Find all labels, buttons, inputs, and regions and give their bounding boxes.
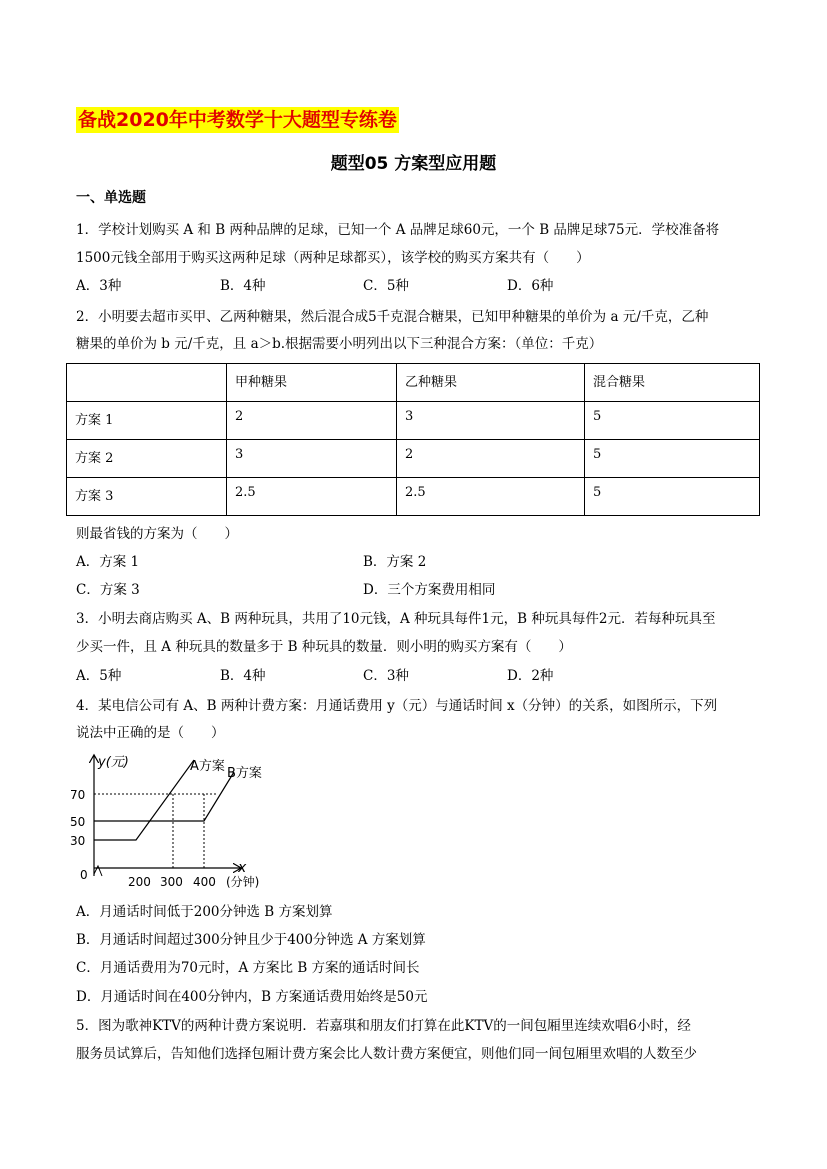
table-header-cell <box>67 364 227 402</box>
table-cell: 2.5 <box>397 478 585 516</box>
q3-line1: 3．小明去商店购买 A、B 两种玩具，共用了10元钱，A 种玩具每件1元，B 种玩具每件2元．若每种玩具至 <box>76 611 716 627</box>
q5-line1: 5．图为歌神KTV的两种计费方案说明．若嘉琪和朋友们打算在此KTV的一间包厢里连续欢唱6小时，经 <box>76 1018 691 1034</box>
billing-graph <box>70 748 300 894</box>
q4-option-b: B．月通话时间超过300分钟且少于400分钟选 A 方案划算 <box>76 932 426 948</box>
table-header-cell: 甲种糖果 <box>227 364 397 402</box>
plan-a-label: A方案 <box>190 759 225 774</box>
table-row <box>67 478 760 516</box>
x-tick-300: 300 <box>160 875 183 889</box>
table-cell: 3 <box>227 440 397 478</box>
table-cell: 5 <box>585 440 760 478</box>
q1-option-d: D．6种 <box>507 278 554 294</box>
table-row <box>67 402 760 440</box>
q1-option-c: C．5种 <box>363 278 409 294</box>
table-cell: 2.5 <box>227 478 397 516</box>
q3-option-a: A．5种 <box>76 668 122 684</box>
plan-table <box>66 363 760 516</box>
q2-line1: 2．小明要去超市买甲、乙两种糖果，然后混合成5千克混合糖果，已知甲种糖果的单价为 a 元/千克，乙种 <box>76 309 709 325</box>
table-cell: 方案 3 <box>67 478 227 516</box>
q1-line2: 1500元钱全部用于购买这两种足球（两种足球都买），该学校的购买方案共有（ ） <box>76 250 590 266</box>
table-row <box>67 440 760 478</box>
table-header-cell: 混合糖果 <box>585 364 760 402</box>
plan-a-line <box>94 760 194 840</box>
y-tick-50: 50 <box>70 815 86 829</box>
plan-b-line <box>94 772 234 821</box>
q2-option-b: B．方案 2 <box>363 554 427 570</box>
q2-option-d: D．三个方案费用相同 <box>363 582 496 598</box>
q4-option-d: D．月通话时间在400分钟内，B 方案通话费用始终是50元 <box>76 989 428 1005</box>
section-heading: 一、单选题 <box>76 190 146 206</box>
q5-line2: 服务员试算后，告知他们选择包厢计费方案会比人数计费方案便宜，则他们同一间包厢里欢唱的人数至少 <box>76 1046 697 1062</box>
q3-option-c: C．3种 <box>363 668 409 684</box>
table-header-cell: 乙种糖果 <box>397 364 585 402</box>
table-cell: 方案 2 <box>67 440 227 478</box>
q4-option-a: A．月通话时间低于200分钟选 B 方案划算 <box>76 904 333 920</box>
x-axis-label: x <box>238 860 247 876</box>
table-cell: 3 <box>397 402 585 440</box>
q4-option-c: C．月通话费用为70元时，A 方案比 B 方案的通话时间长 <box>76 960 420 976</box>
q1-line1: 1．学校计划购买 A 和 B 两种品牌的足球，已知一个 A 品牌足球60元，一个 B 品牌足球75元．学校准备将 <box>76 222 720 238</box>
table-header-row <box>67 364 760 402</box>
y-tick-70: 70 <box>70 788 86 802</box>
q2-option-a: A．方案 1 <box>76 554 140 570</box>
q4-line2: 说法中正确的是（ ） <box>76 725 225 741</box>
q2-line3: 则最省钱的方案为（ ） <box>76 526 238 542</box>
q3-option-b: B．4种 <box>220 668 266 684</box>
q1-option-b: B．4种 <box>220 278 266 294</box>
table-cell: 5 <box>585 478 760 516</box>
q3-option-d: D．2种 <box>507 668 554 684</box>
table-cell: 2 <box>227 402 397 440</box>
plan-b-label: B方案 <box>227 766 262 781</box>
q4-line1: 4．某电信公司有 A、B 两种计费方案：月通话费用 y（元）与通话时间 x（分钟）的关系，如图所示，下列 <box>76 698 718 714</box>
y-axis-label: y(元) <box>98 755 129 770</box>
q1-option-a: A．3种 <box>76 278 122 294</box>
x-axis-unit: (分钟) <box>226 875 260 889</box>
x-tick-200: 200 <box>128 875 151 889</box>
x-tick-400: 400 <box>193 875 216 889</box>
q2-option-c: C．方案 3 <box>76 582 140 598</box>
page-title: 题型05 方案型应用题 <box>330 154 497 174</box>
origin-label: 0 <box>80 868 88 882</box>
table-cell: 5 <box>585 402 760 440</box>
exam-banner: 备战2020年中考数学十大题型专练卷 <box>78 109 397 131</box>
q2-line2: 糖果的单价为 b 元/千克，且 a＞b.根据需要小明列出以下三种混合方案：（单位：千克） <box>76 336 603 352</box>
table-cell: 方案 1 <box>67 402 227 440</box>
table-cell: 2 <box>397 440 585 478</box>
y-tick-30: 30 <box>70 834 86 848</box>
q3-line2: 少买一件，且 A 种玩具的数量多于 B 种玩具的数量．则小明的购买方案有（ ） <box>76 639 572 655</box>
